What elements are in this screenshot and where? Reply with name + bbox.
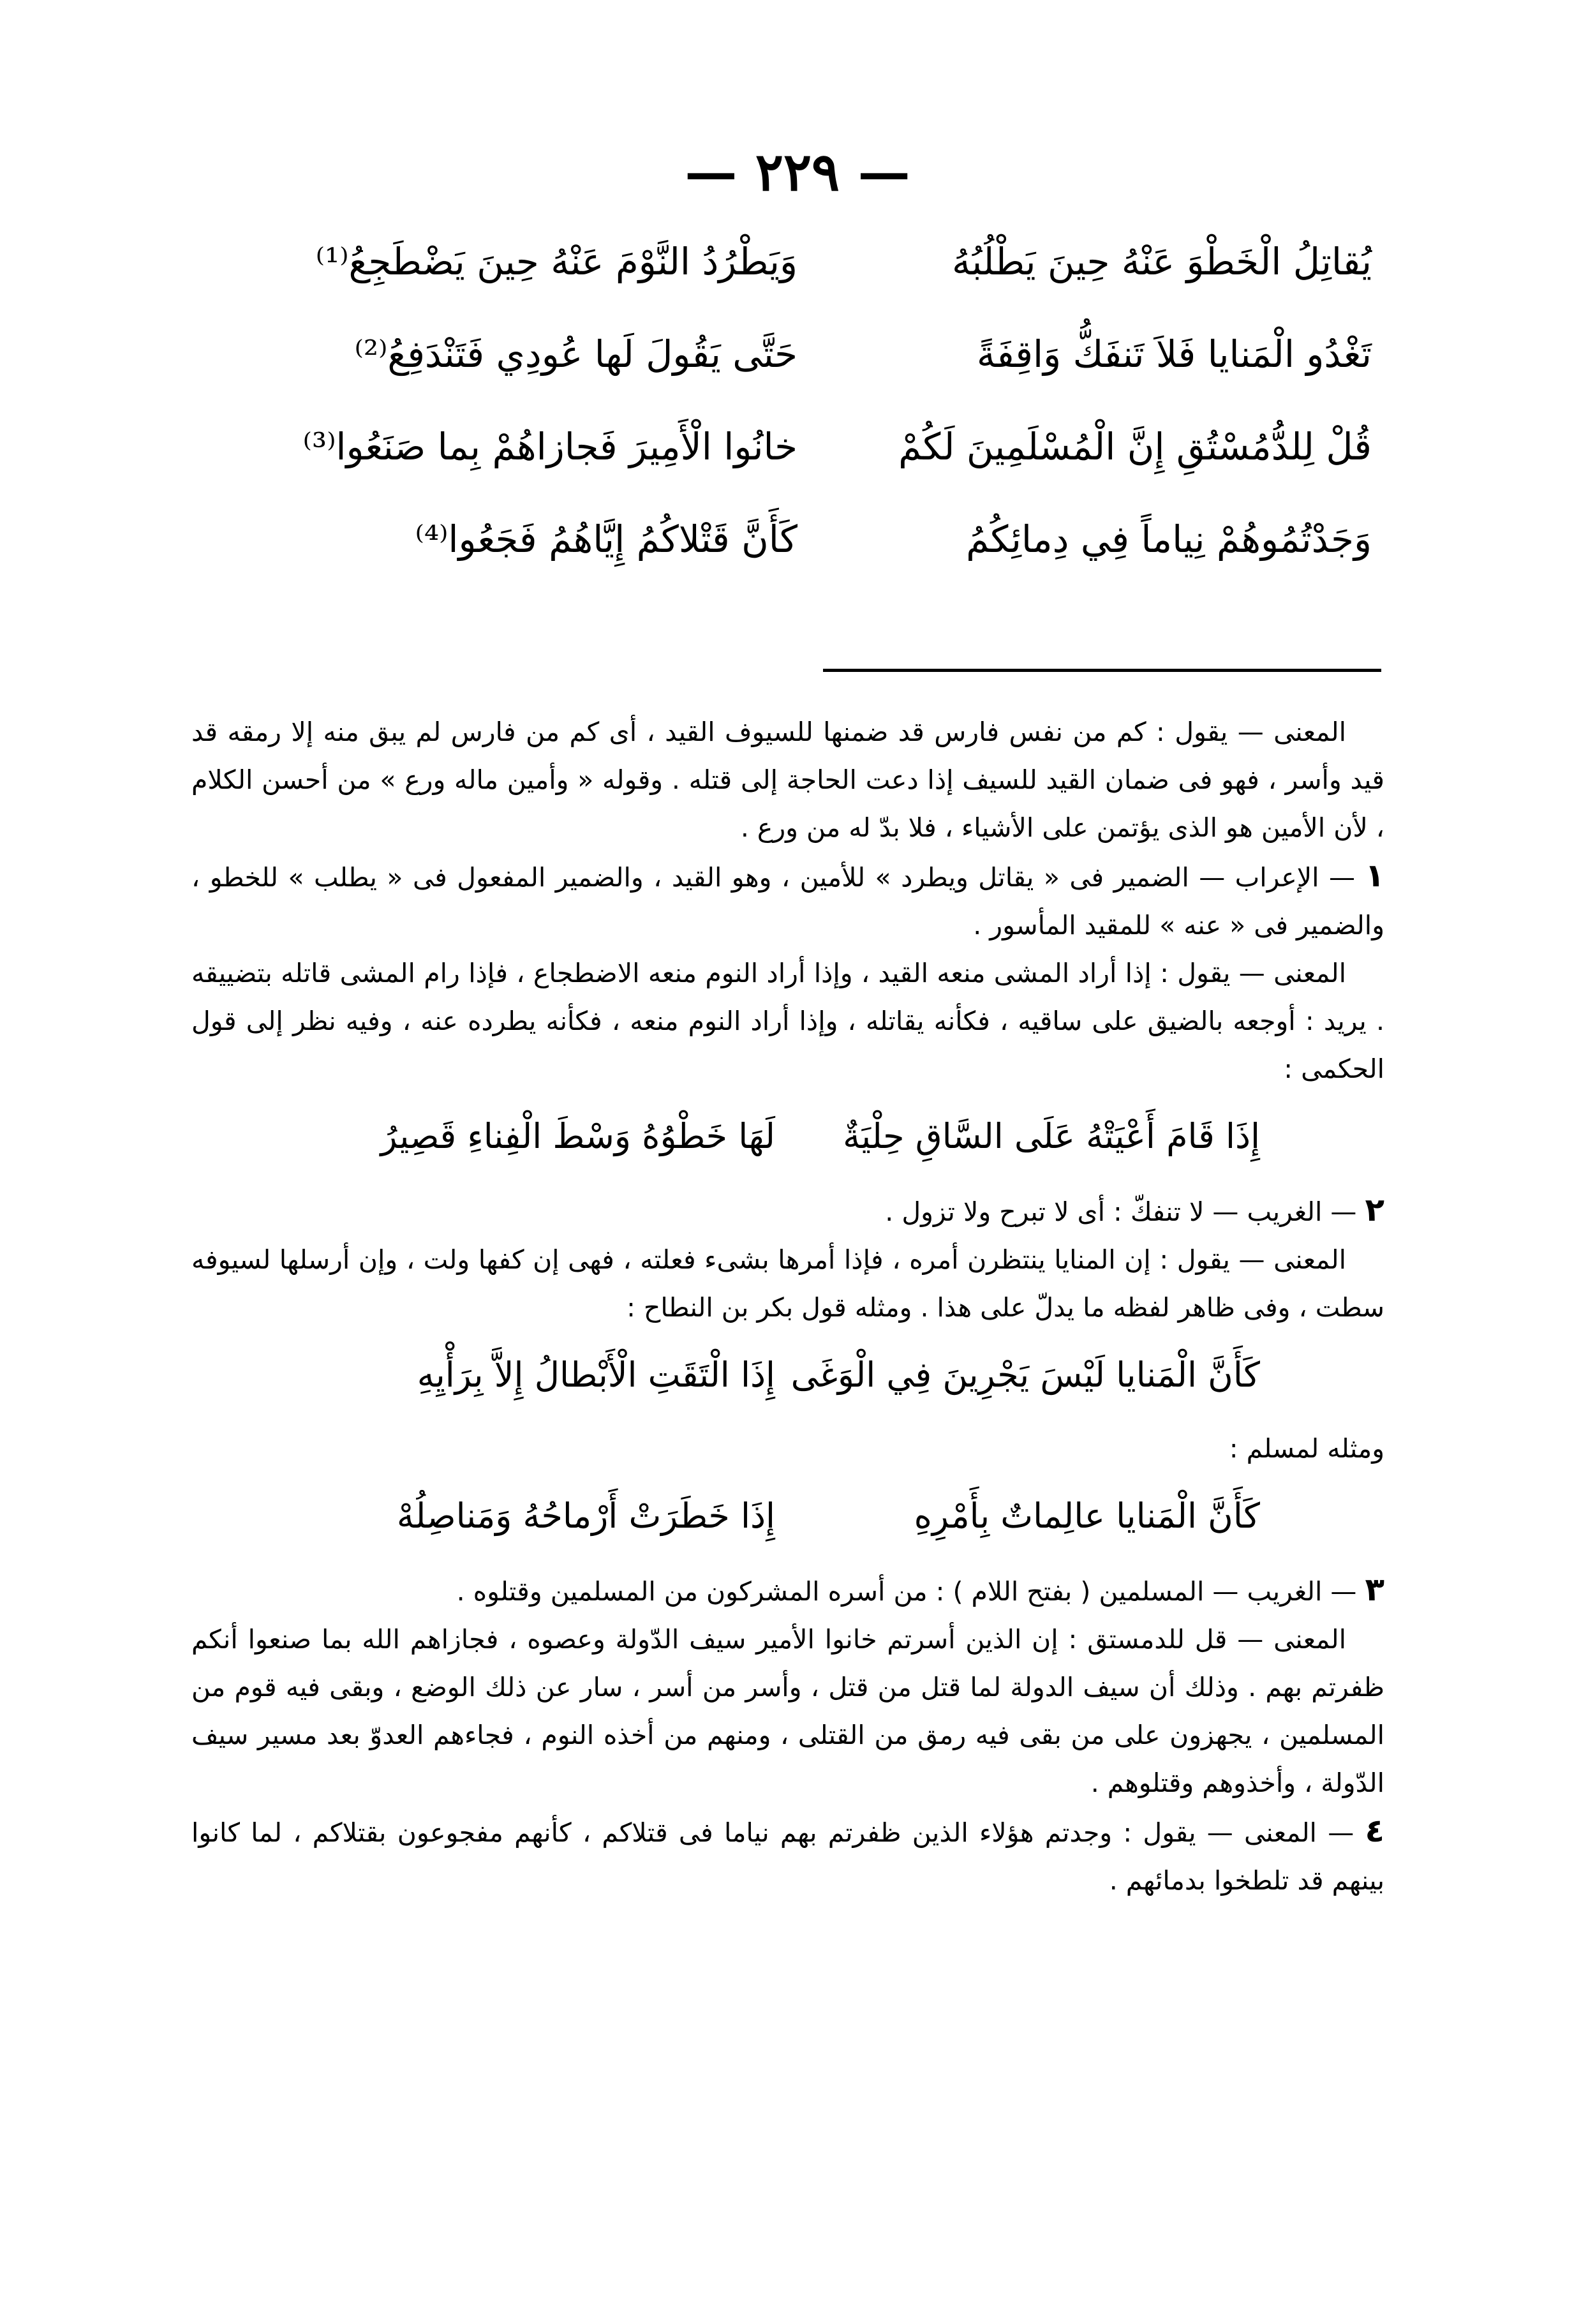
verse-second-hemistich: حَتَّى يَقُولَ لَها عُودِي فَتَنْدَفِعُ⁽²⁾	[354, 332, 798, 376]
page-number: — ٢٢٩ —	[685, 142, 910, 203]
verse-second-hemistich: كَأَنَّ قَتْلاكُمُ إِيَّاهُمُ فَجَعُوا⁽⁴⁾	[415, 518, 798, 561]
commentary-meaning-paragraph: المعنى — يقول : إذا أراد المشى منعه القيد ، وإذا أراد النوم منعه الاضطجاع ، فإذا رام المشى قاتله بتضييقه . يريد : أوجعه بالضيق على ساقيه ، فكأنه يقاتله ، وإذا أراد النوم منعه ، فكأنه يطرده عنه ، وفيه نظر إلى قول الحكمى :	[191, 958, 1384, 1084]
verse-first-hemistich: وَجَدْتُمُوهُمْ نِياماً فِي دِمائِكُمُ	[966, 518, 1372, 561]
quoted-verse-first-hemistich: إِذَا قَامَ أَعْيَتْهُ عَلَى السَّاقِ حِلْيَةٌ	[843, 1116, 1260, 1156]
verse-line	[236, 501, 1372, 593]
footnote-text: — المعنى — يقول : وجدتم هؤلاء الذين ظفرتم بهم نياما فى قتلاكم ، كأنهم مفجوعون بقتلاكم ، لما كانوا بينهم قد تلطخوا بدمائهم .	[191, 1817, 1384, 1896]
footnote-4	[191, 1807, 1384, 1905]
quoted-verse-second-hemistich: لَهَا خَطْوُهُ وَسْطَ الْفِناءِ قَصِيرُ	[380, 1116, 775, 1156]
footnote-divider	[823, 669, 1381, 672]
commentary-section	[191, 708, 1384, 1905]
quoted-verse-first-hemistich: كَأَنَّ الْمَنايا لَيْسَ يَجْرِينَ فِي الْوَغَى	[790, 1355, 1260, 1395]
quoted-verse-first-hemistich: كَأَنَّ الْمَنايا عالِماتٌ بِأَمْرِهِ	[914, 1496, 1260, 1536]
verse-second-hemistich: وَيَطْرُدُ النَّوْمَ عَنْهُ حِينَ يَضْطَجِعُ⁽¹⁾	[315, 240, 798, 283]
commentary-meaning-paragraph: المعنى — يقول : إن المنايا ينتظرن أمره ، فإذا أمرها بشىء فعلته ، فهى إن كفها ولت ، وإن أرسلها لسيوفه سطت ، وفى ظاهر لفظه ما يدلّ على هذا . ومثله قول بكر بن النطاح :	[191, 1244, 1384, 1323]
footnote-2	[191, 1186, 1384, 1236]
footnote-text: — الإعراب — الضمير فى « يقاتل ويطرد » للأمين ، وهو القيد ، والضمير المفعول فى « يطلب » للخطو ، والضمير فى « عنه » للمقيد المأسور .	[191, 862, 1384, 941]
commentary-meaning-paragraph: المعنى — قل للدمستق : إن الذين أسرتم خانوا الأمير سيف الدّولة وعصوه ، فجازاهم الله بما صنعوا أنكم ظفرتم بهم . وذلك أن سيف الدولة لما قتل من قتل ، وأسر من أسر ، سار عن ذلك الوضع ، وبقى فيه قوم من المسلمين ، يجهزون على من بقى فيه رمق من القتلى ، ومنهم من أخذه النوم ، فجاءهم العدوّ بعد مسير سيف الدّولة ، وأخذوهم وقتلوهم .	[191, 1624, 1384, 1798]
footnote-number: ٣	[1365, 1571, 1384, 1608]
footnote-text: — الغريب — المسلمين ( بفتح اللام ) : من أسره المشركون من المسلمين وقتلوه .	[456, 1576, 1365, 1607]
quoted-verse	[316, 1098, 1260, 1181]
verse-first-hemistich: قُلْ لِلدُّمُسْتُقِ إِنَّ الْمُسْلَمِينَ لَكُمْ	[898, 425, 1372, 468]
verse-line	[236, 408, 1372, 501]
poem-verses	[236, 223, 1372, 593]
footnote-number: ٤	[1365, 1812, 1384, 1849]
verse-first-hemistich: يُقاتِلُ الْخَطْوَ عَنْهُ حِينَ يَطْلُبُهُ	[952, 240, 1372, 283]
quoted-verse	[316, 1478, 1260, 1561]
footnote-3	[191, 1566, 1384, 1616]
commentary-intro-line: ومثله لمسلم :	[1229, 1433, 1384, 1464]
footnote-text: — الغريب — لا تنفكّ : أى لا تبرح ولا تزول .	[885, 1196, 1365, 1227]
footnote-number: ٢	[1365, 1191, 1384, 1228]
footnote-1	[191, 852, 1384, 950]
quoted-verse-second-hemistich: إِذَا خَطَرَتْ أَرْماحُهُ وَمَناصِلُهْ	[396, 1496, 775, 1536]
verse-line	[236, 316, 1372, 408]
footnote-number: ١	[1365, 857, 1384, 894]
verse-line	[236, 223, 1372, 316]
commentary-meaning-paragraph: المعنى — يقول : كم من نفس فارس قد ضمنها للسيوف القيد ، أى كم من فارس لم يبق منه إلا رمقه قد قيد وأسر ، فهو فى ضمان القيد للسيف إذا دعت الحاجة إلى قتله . وقوله « وأمين ماله ورع » من أحسن الكلام ، لأن الأمين هو الذى يؤتمن على الأشياء ، فلا بدّ له من ورع .	[191, 717, 1384, 843]
verse-first-hemistich: تَغْدُو الْمَنايا فَلاَ تَنفَكُّ وَاقِفَةً	[976, 332, 1372, 376]
quoted-verse	[316, 1337, 1260, 1420]
quoted-verse-second-hemistich: إِذَا الْتَقَتِ الْأَبْطالُ إِلاَّ بِرَأْيِهِ	[417, 1355, 775, 1395]
verse-second-hemistich: خانُوا الْأَمِيرَ فَجازاهُمْ بِما صَنَعُوا⁽³⁾	[302, 425, 798, 468]
